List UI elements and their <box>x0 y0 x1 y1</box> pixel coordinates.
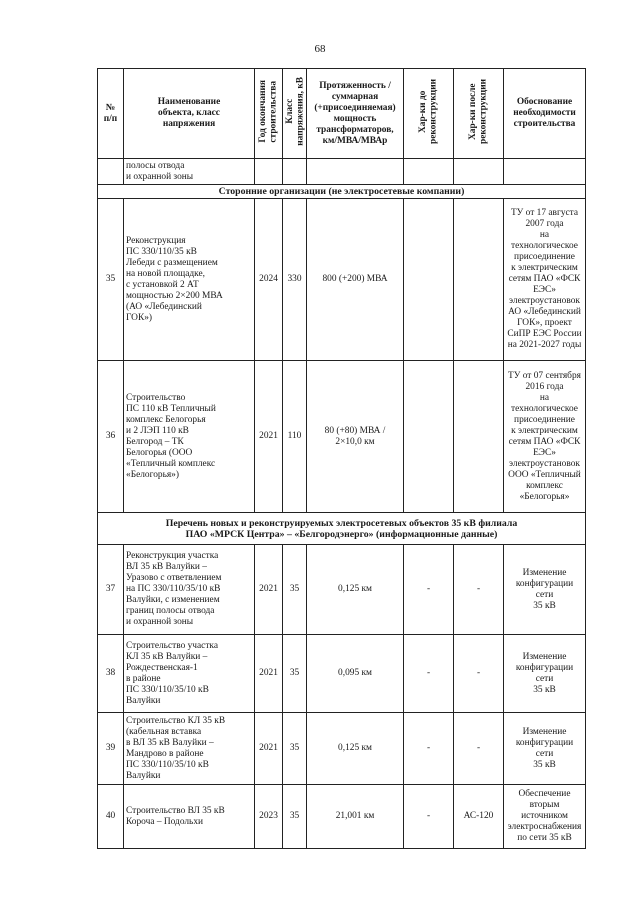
cell-length: 0,095 км <box>307 635 404 713</box>
table-row <box>98 635 586 713</box>
cell-before: - <box>404 713 454 785</box>
cell-year: 2021 <box>255 635 283 713</box>
header-year-text: Год окончания строительства <box>258 80 279 143</box>
cell-length: 0,125 км <box>307 713 404 785</box>
header-length: Протяженность / суммарная (+присоединяемая) мощность трансформаторов, км/МВА/МВАр <box>307 69 404 159</box>
table-row <box>98 361 586 513</box>
rows-a <box>98 199 586 513</box>
cell-name: Реконструкция ПС 330/110/35 кВ Лебеди с размещением на новой площадке, с установкой 2 АТ мощностью 2×200 МВА (АО «Лебединский ГОК») <box>124 199 255 361</box>
cell-name: полосы отвода и охранной зоны <box>124 159 255 185</box>
rows-b <box>98 545 586 849</box>
cell-before <box>404 361 454 513</box>
header-before <box>404 69 454 159</box>
cell-reason: ТУ от 17 августа 2007 года на технологическое присоединение к электрическим сетям ПАО «ФСК ЕЭС» электроустановок АО «Лебединский ГОК», проект СиПР ЕЭС России на 2021-2027 годы <box>504 199 586 361</box>
cell-num: 39 <box>98 713 124 785</box>
header-num: № п/п <box>98 69 124 159</box>
cell-num: 40 <box>98 785 124 849</box>
cell-num <box>98 159 124 185</box>
cell-length: 80 (+80) МВА / 2×10,0 км <box>307 361 404 513</box>
section-third-party: Сторонние организации (не электросетевые компании) <box>98 185 586 199</box>
cell-reason: Изменение конфигурации сети 35 кВ <box>504 635 586 713</box>
cell-reason: ТУ от 07 сентября 2016 года на технологическое присоединение к электрическим сетям ПАО «ФСК ЕЭС» электроустановок ООО «Тепличный комплекс «Белогорья» <box>504 361 586 513</box>
header-after-text: Хар-ки после реконструкции <box>468 78 489 144</box>
header-year <box>255 69 283 159</box>
cell-reason: Изменение конфигурации сети 35 кВ <box>504 545 586 635</box>
header-voltage-text: Класс напряжения, кВ <box>285 77 306 146</box>
cell-num: 37 <box>98 545 124 635</box>
cell-num: 35 <box>98 199 124 361</box>
cell-voltage: 35 <box>283 635 307 713</box>
header-after <box>454 69 504 159</box>
cell-year: 2021 <box>255 713 283 785</box>
cell-name: Строительство ВЛ 35 кВ Короча – Подольхи <box>124 785 255 849</box>
cell-name: Строительство ПС 110 кВ Тепличный комплекс Белогорья и 2 ЛЭП 110 кВ Белгород – ТК Белогорья (ООО «Тепличный комплекс «Белогорья») <box>124 361 255 513</box>
cell-year <box>255 159 283 185</box>
objects-table <box>97 68 586 849</box>
cell-after: - <box>454 545 504 635</box>
section-row <box>98 185 586 199</box>
table-row <box>98 545 586 635</box>
section-row <box>98 513 586 545</box>
cell-after: - <box>454 713 504 785</box>
cell-voltage: 35 <box>283 713 307 785</box>
cell-after: АС-120 <box>454 785 504 849</box>
table-row <box>98 713 586 785</box>
cell-voltage: 330 <box>283 199 307 361</box>
cell-voltage: 35 <box>283 545 307 635</box>
cell-after <box>454 361 504 513</box>
cell-year: 2023 <box>255 785 283 849</box>
cell-reason: Изменение конфигурации сети 35 кВ <box>504 713 586 785</box>
header-voltage <box>283 69 307 159</box>
cell-after <box>454 199 504 361</box>
cell-voltage <box>283 159 307 185</box>
cell-before: - <box>404 785 454 849</box>
cell-length: 21,001 км <box>307 785 404 849</box>
header-row <box>98 69 586 159</box>
cell-year: 2024 <box>255 199 283 361</box>
section-35kv: Перечень новых и реконструируемых электросетевых объектов 35 кВ филиала ПАО «МРСК Центра» – «Белгородэнерго» (информационные данные) <box>98 513 586 545</box>
cell-after: - <box>454 635 504 713</box>
table-row <box>98 199 586 361</box>
cell-after <box>454 159 504 185</box>
cell-length: 800 (+200) МВА <box>307 199 404 361</box>
cell-num: 36 <box>98 361 124 513</box>
cell-before: - <box>404 635 454 713</box>
cell-name: Строительство КЛ 35 кВ (кабельная вставка в ВЛ 35 кВ Валуйки – Мандрово в районе ПС 330/110/35/10 кВ Валуйки <box>124 713 255 785</box>
cell-length: 0,125 км <box>307 545 404 635</box>
cell-year: 2021 <box>255 361 283 513</box>
cell-reason <box>504 159 586 185</box>
cell-voltage: 35 <box>283 785 307 849</box>
header-before-text: Хар-ки до реконструкции <box>418 78 439 144</box>
cell-num: 38 <box>98 635 124 713</box>
cell-before <box>404 199 454 361</box>
cell-before: - <box>404 545 454 635</box>
cell-name: Реконструкция участка ВЛ 35 кВ Валуйки – Уразово с ответвлением на ПС 330/110/35/10 кВ Валуйки, с изменением границ полосы отвода и охранной зоны <box>124 545 255 635</box>
cell-reason: Обеспечение вторым источником электроснабжения по сети 35 кВ <box>504 785 586 849</box>
cell-length <box>307 159 404 185</box>
cell-year: 2021 <box>255 545 283 635</box>
page-number: 68 <box>314 43 326 55</box>
cell-name: Строительство участка КЛ 35 кВ Валуйки – Рождественская-1 в районе ПС 330/110/35/10 кВ Валуйки <box>124 635 255 713</box>
cell-before <box>404 159 454 185</box>
continuation-row <box>98 159 586 185</box>
table-row <box>98 785 586 849</box>
header-name: Наименование объекта, класс напряжения <box>124 69 255 159</box>
cell-voltage: 110 <box>283 361 307 513</box>
header-reason: Обоснование необходимости строительства <box>504 69 586 159</box>
